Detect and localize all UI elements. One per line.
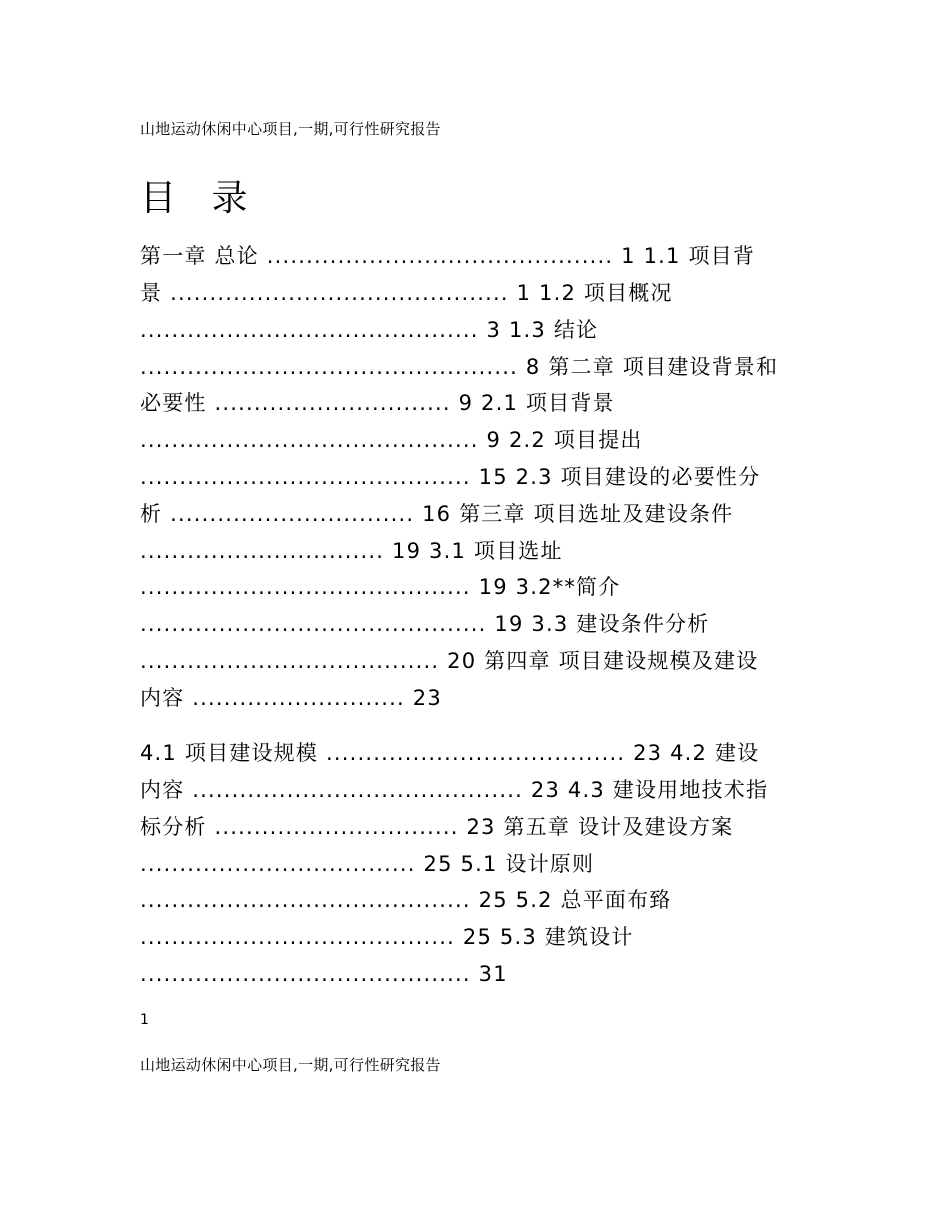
toc-line: 必要性 .............................. 9 2.1 项目背景 xyxy=(140,391,615,415)
toc-line: ........................................... 9 2.2 项目提出 xyxy=(140,428,643,452)
toc-line: .......................................... 15 2.3 项目建设的必要性分 xyxy=(140,465,761,489)
toc-line: ............................... 19 3.1 项目选址 xyxy=(140,539,563,563)
toc-line: .......................................... 25 5.2 总平面布臵 xyxy=(140,888,672,912)
toc-line: 景 ........................................... 1 1.2 项目概况 xyxy=(140,281,673,305)
toc-line: 析 ............................... 16 第三章 项目选址及建设条件 xyxy=(140,502,734,526)
page-number: 1 xyxy=(140,1012,149,1028)
toc-line: 4.1 项目建设规模 ...................................... 23 4.2 建设 xyxy=(140,741,760,765)
toc-line: 第一章 总论 ............................................ 1 1.1 项目背 xyxy=(140,244,756,268)
toc-line: 标分析 ............................... 23 第五章 设计及建设方案 xyxy=(140,815,734,839)
toc-line: .......................................... 31 xyxy=(140,962,508,986)
toc-line: 内容 .......................................... 23 4.3 建设用地技术指 xyxy=(140,778,769,802)
toc-line: 内容 ........................... 23 xyxy=(140,686,442,710)
toc-line: ................................................ 8 第二章 项目建设背景和 xyxy=(140,355,779,379)
toc-line: ............................................ 19 3.3 建设条件分析 xyxy=(140,612,710,636)
toc-line: ................................... 25 5.1 设计原则 xyxy=(140,852,595,876)
toc-line: .......................................... 19 3.2**简介 xyxy=(140,575,621,599)
toc-line: ........................................... 3 1.3 结论 xyxy=(140,318,599,342)
toc-line: ........................................ 25 5.3 建筑设计 xyxy=(140,925,634,949)
toc-line: ...................................... 20 第四章 项目建设规模及建设 xyxy=(140,649,759,673)
next-page-header: 山地运动休闲中心项目,一期,可行性研究报告 xyxy=(140,1056,441,1074)
toc-title: 目 录 xyxy=(140,178,260,219)
document-header: 山地运动休闲中心项目,一期,可行性研究报告 xyxy=(140,120,441,138)
